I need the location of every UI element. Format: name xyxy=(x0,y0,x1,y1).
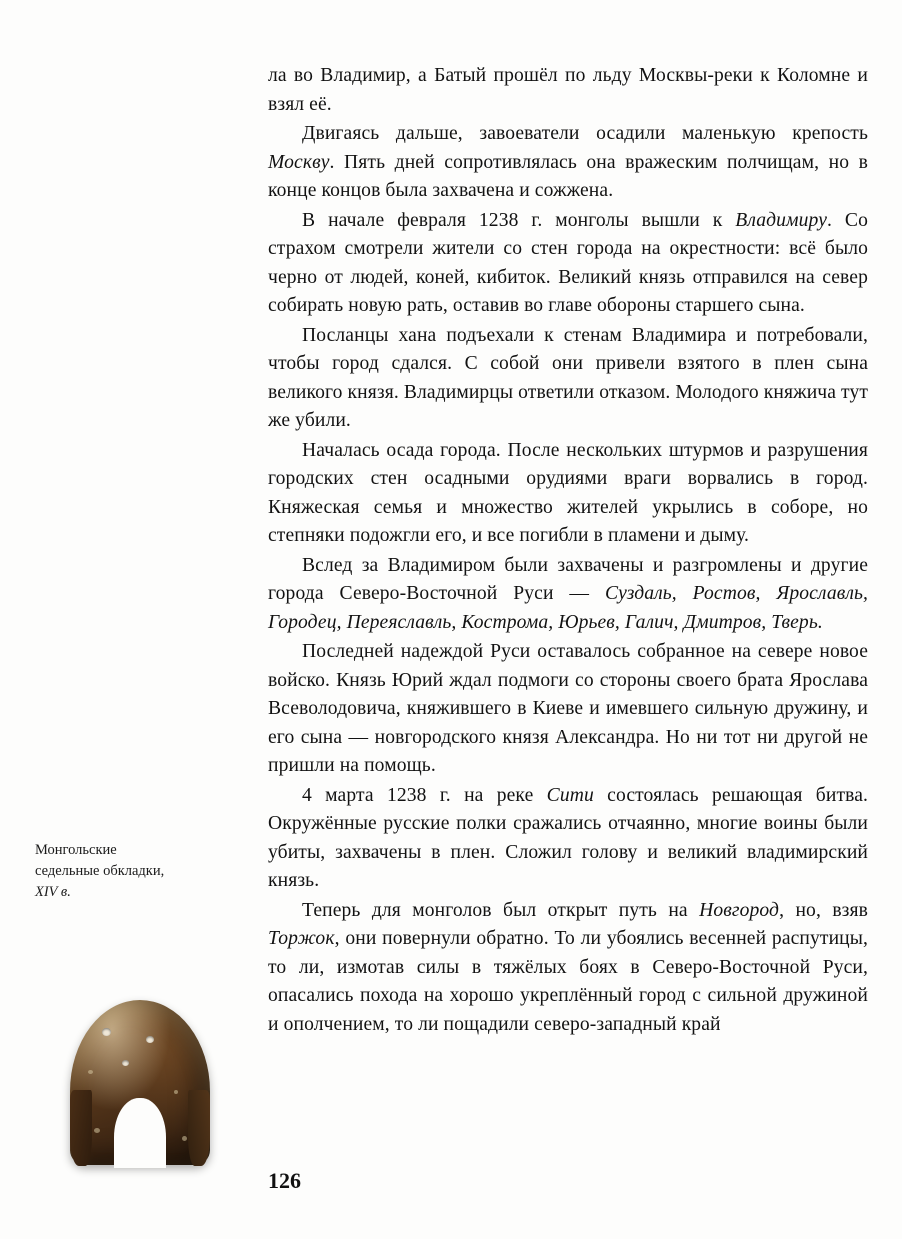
paragraph: Вслед за Владимиром были захвачены и разгромлены и другие города Северо-Восточной Руси — Суздаль, Ростов, Ярославль, Городец, Переяславль, Кострома, Юрьев, Галич, Дмитров, Тверь. xyxy=(268,554,868,633)
artifact-speck xyxy=(174,1090,178,1094)
paragraph: Двигаясь дальше, завоеватели осадили маленькую крепость Москву. Пять дней сопротивлялась она вражеским полчищам, но в конце концов была захвачена и сожжена. xyxy=(268,123,868,201)
artifact-rivet-hole xyxy=(146,1036,154,1043)
artifact-rivet-hole xyxy=(102,1028,111,1036)
paragraph: Началась осада города. После нескольких штурмов и разрушения городских стен осадными орудиями враги ворвались в город. Княжеская семья и множество жителей укрылись в соборе, но степняки подожгли его, и все погибли в пламени и дыму. xyxy=(268,439,868,546)
paragraph: 4 марта 1238 г. на реке Сити состоялась решающая битва. Окружённые русские полки сражались отчаянно, многие воины были убиты, захвачены в плен. Сложил голову и великий владимирский князь. xyxy=(268,784,868,891)
paragraph: Последней надеждой Руси оставалось собранное на севере новое войско. Князь Юрий ждал подмоги со стороны своего брата Ярослава Всеволодовича, княжившего в Киеве и имевшего сильную дружину, и его сына — новгородского князя Александра. Но ни тот ни другой не пришли на помощь. xyxy=(268,641,868,776)
mongol-saddle-plate-image xyxy=(42,940,232,1200)
artifact-speck xyxy=(88,1070,93,1074)
figure-caption-line-2: седельные обкладки, xyxy=(35,863,165,880)
body-text-column xyxy=(268,62,868,1040)
artifact-left-leg xyxy=(70,1090,92,1166)
figure-caption-line-3: XIV в. xyxy=(35,884,71,901)
paragraph: ла во Владимир, а Батый прошёл по льду Москвы-реки к Коломне и взял её. xyxy=(268,65,868,115)
artifact-right-leg xyxy=(188,1090,210,1166)
page-number: 126 xyxy=(268,1168,301,1193)
paragraph: В начале февраля 1238 г. монголы вышли к Владимиру. Со страхом смотрели жители со стен города на окрестности: всё было черно от людей, коней, кибиток. Великий князь отправился на север собирать новую рать, оставив во главе обороны старшего сына. xyxy=(268,209,868,316)
paragraph: Теперь для монголов был открыт путь на Новгород, но, взяв Торжок, они повернули обратно. То ли убоялись весенней распутицы, то ли, измотав силы в тяжёлых боях в Северо-Восточной Руси, опасались похода на хорошо укреплённый город с сильной дружиной и ополчением, то ли пощадили северо-западный край xyxy=(268,899,868,1035)
artifact-rivet-hole xyxy=(122,1060,129,1066)
figure-caption xyxy=(35,840,220,903)
paragraph: Посланцы хана подъехали к стенам Владимира и потребовали, чтобы город сдался. С собой они привели взятого в плен сына великого князя. Владимирцы ответили отказом. Молодого княжича тут же убили. xyxy=(268,324,869,431)
artifact-speck xyxy=(182,1136,187,1141)
margin-column xyxy=(30,60,230,1180)
artifact-notch xyxy=(114,1098,166,1168)
artifact-speck xyxy=(94,1128,100,1133)
figure-caption-line-1: Монгольские xyxy=(35,842,117,858)
